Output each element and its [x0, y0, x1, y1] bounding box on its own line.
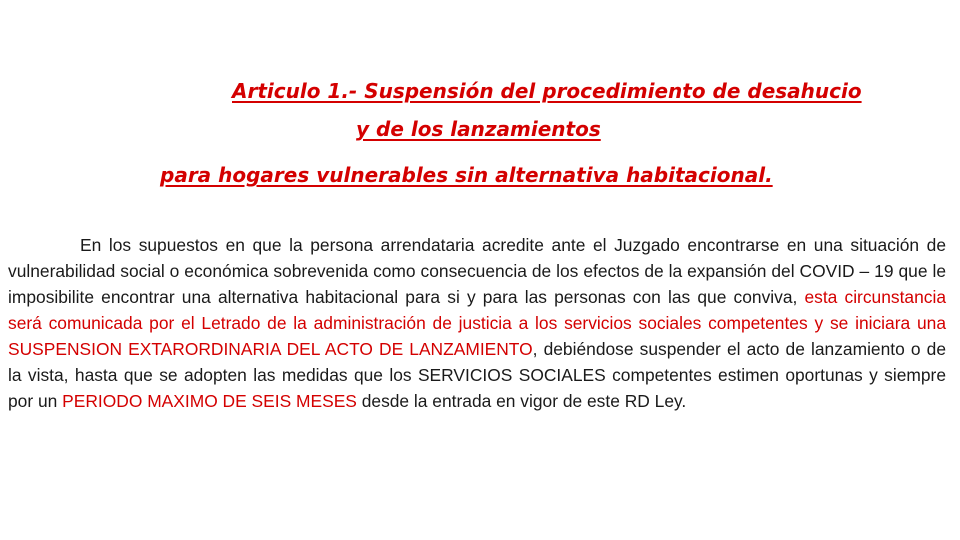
body-text-1: En los supuestos en que la persona arrendataria acredite ante el Juzgado encontrarse en una situación de vulnerabilidad social o económica sobrevenida como consecuencia de los efectos de la expansión del COVID – 19 que le imposibilite encontrar una alternativa habitacional para si y para las personas con las que conviva, [8, 235, 946, 307]
highlight-text-1: esta circunstancia será comunicada por el Letrado de la administración de justicia a los servicios sociales competentes y se iniciara una SUSPENSION EXTARORDINARIA DEL ACTO DE LANZAMIENTO [8, 287, 946, 359]
title-line-2: y de los lanzamientos [356, 117, 601, 141]
highlight-text-2: PERIODO MAXIMO DE SEIS MESES [62, 391, 357, 411]
body-text-2: , debiéndose suspender el acto de lanzamiento o de la vista, hasta que se adopten las medidas que los SERVICIOS SOCIALES competentes estimen oportunas y siempre por un [8, 339, 946, 411]
title-line-3: para hogares vulnerables sin alternativa habitacional. [160, 163, 773, 187]
title-line-1: Articulo 1.- Suspensión del procedimiento de desahucio [232, 79, 862, 103]
body-text-3: desde la entrada en vigor de este RD Ley. [356, 391, 687, 411]
article-body [8, 232, 946, 414]
